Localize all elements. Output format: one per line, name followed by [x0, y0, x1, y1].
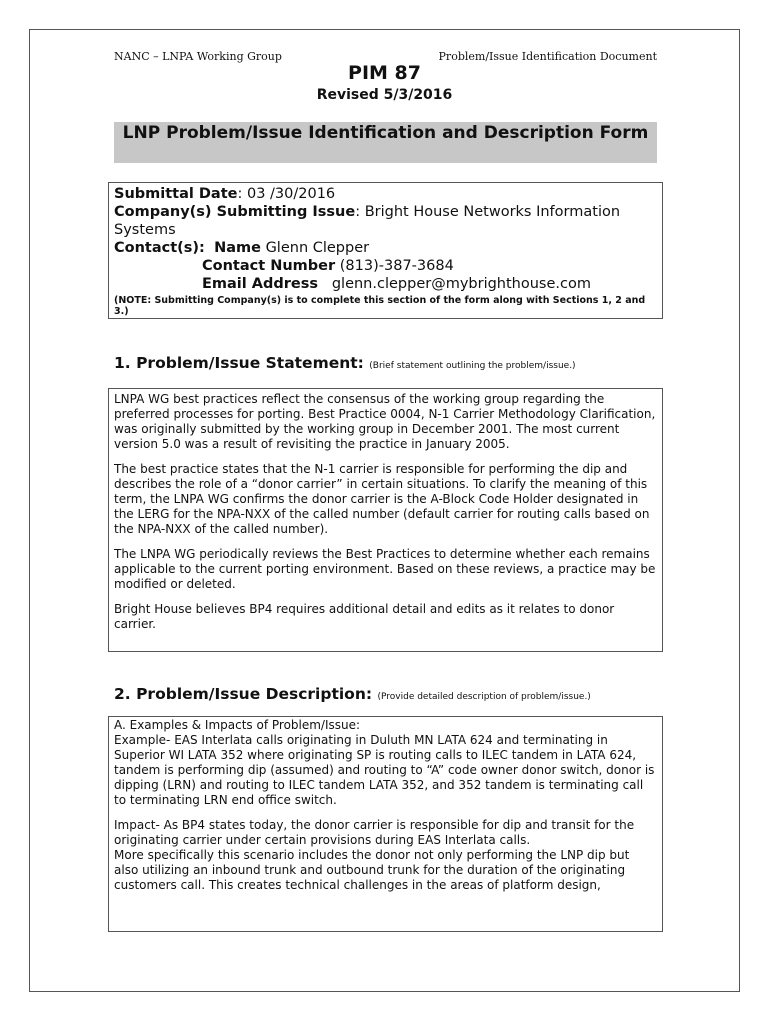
- name-value: Glenn Clepper: [265, 240, 370, 256]
- submittal-box: [108, 182, 663, 319]
- submittal-date-value: : 03 /30/2016: [237, 186, 336, 202]
- section2-title: 2. Problem/Issue Description:: [114, 685, 373, 703]
- header-left: NANC – LNPA Working Group: [114, 50, 282, 63]
- contact-number-label: Contact Number: [202, 258, 336, 274]
- email-label: Email Address: [202, 276, 319, 292]
- email-value: glenn.clepper@mybrighthouse.com: [331, 276, 591, 292]
- header-right: Problem/Issue Identification Document: [438, 50, 657, 63]
- section1-title: 1. Problem/Issue Statement:: [114, 354, 364, 372]
- pim-number: PIM 87: [348, 62, 421, 84]
- company-value: : Bright House Networks Information Systems: [114, 204, 621, 238]
- contact-number-line: [114, 257, 657, 275]
- section1-heading: [114, 354, 576, 372]
- section2-box: [108, 716, 663, 932]
- name-label: Name: [214, 240, 261, 256]
- section2-impact-detail: More specifically this scenario includes the donor not only performing the LNP dip but also utilizing an inbound trunk and outbound trunk for the duration of the originating customers call. This creates technical challenges in the areas of platform design,: [114, 848, 630, 892]
- section1-box: [108, 388, 663, 652]
- contacts-label: Contact(s):: [114, 240, 205, 256]
- company-label: Company(s) Submitting Issue: [114, 204, 356, 220]
- company-line: [114, 203, 657, 239]
- section2-subheading: A. Examples & Impacts of Problem/Issue:: [114, 718, 361, 732]
- section1-paragraph: The best practice states that the N-1 carrier is responsible for performing the dip and describes the role of a “donor carrier” in certain situations. To clarify the meaning of this term, the LNPA WG confirms the donor carrier is the A-Block Code Holder designated in the LERG for the NPA-NXX of the called number (default carrier for routing calls based on the NPA-NXX of the called number).: [114, 462, 650, 536]
- contact-number-value: (813)-387-3684: [339, 258, 454, 274]
- section1-paragraph: The LNPA WG periodically reviews the Best Practices to determine whether each remains applicable to the current porting environment. Based on these reviews, a practice may be modified or deleted.: [114, 547, 656, 591]
- section1-paragraph: Bright House believes BP4 requires additional detail and edits as it relates to donor carrier.: [114, 602, 615, 631]
- submittal-note: (NOTE: Submitting Company(s) is to complete this section of the form along with Sections 1, 2 and 3.): [114, 295, 646, 317]
- section1-paragraph: LNPA WG best practices reflect the consensus of the working group regarding the preferred processes for porting. Best Practice 0004, N-1 Carrier Methodology Clarification, was originally submitted by the working group in December 2001. The most current version 5.0 was a result of revisiting the practice in January 2005.: [114, 392, 656, 451]
- section2-subtitle: (Provide detailed description of problem/issue.): [377, 692, 591, 702]
- submittal-date-label: Submittal Date: [114, 186, 238, 202]
- section2-example: Example- EAS Interlata calls originating in Duluth MN LATA 624 and terminating in Superior WI LATA 352 where originating SP is routing calls to ILEC tandem in LATA 624, tandem is performing dip (assumed) and routing to “A” code owner donor switch, donor is dipping (LRN) and routing to ILEC tandem LATA 352, and 352 tandem is terminating call to terminating LRN end office switch.: [114, 733, 655, 807]
- submittal-date-line: [114, 185, 657, 203]
- contact-line: [114, 239, 657, 257]
- document-page: [29, 29, 740, 992]
- section2-impact: Impact- As BP4 states today, the donor carrier is responsible for dip and transit for the originating carrier under certain provisions during EAS Interlata calls.: [114, 818, 635, 847]
- revised-date: Revised 5/3/2016: [316, 87, 453, 103]
- form-title: LNP Problem/Issue Identification and Description Form: [114, 122, 657, 163]
- email-line: [114, 275, 657, 293]
- section2-heading: [114, 685, 591, 703]
- section1-subtitle: (Brief statement outlining the problem/issue.): [369, 361, 576, 371]
